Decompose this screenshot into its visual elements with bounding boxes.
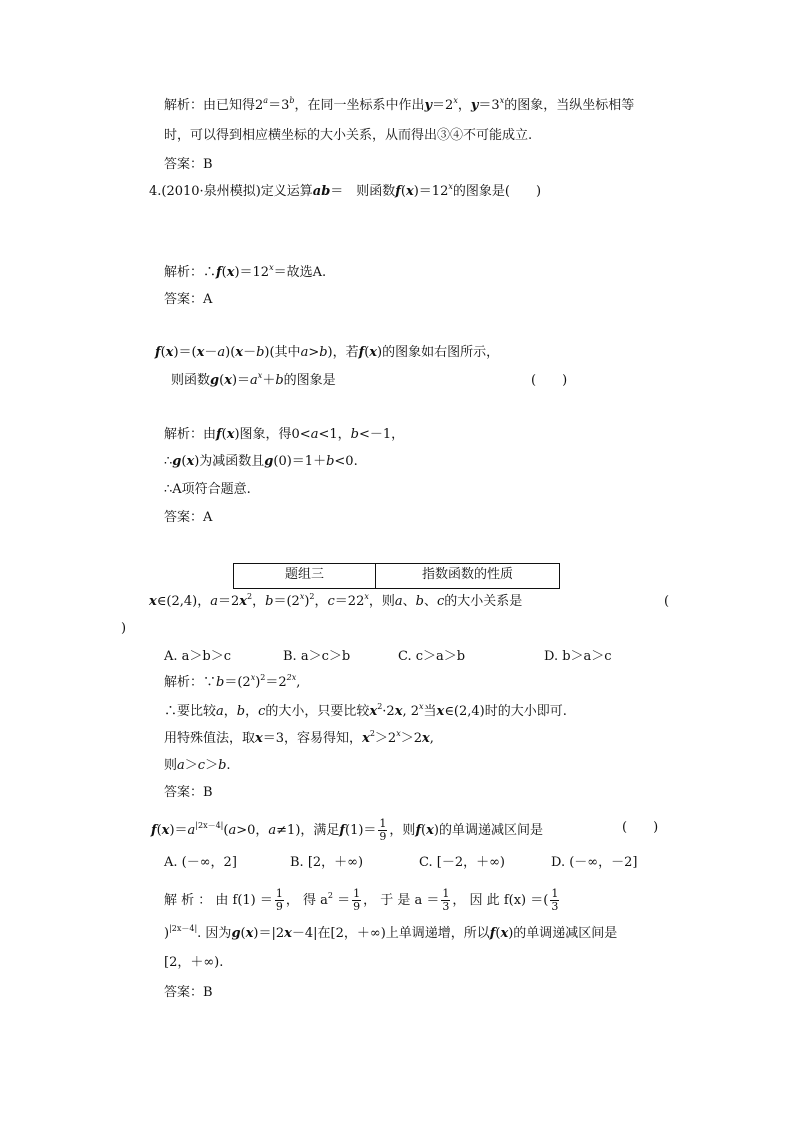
q7-stem: $f(x)=a^{|2x-4|}(a>0$，a≠1)，满足f(1)＝ $\frac{1}{9}$ ，则f(x)的单调递减区间是 (151, 817, 543, 843)
q6-stem: x∈(2,4)，$a=2x^2$，$b=(2^x)^2$，$c=22^x$，则a、b、c的大小关系是 (149, 592, 523, 609)
q7-solution-line3: [2，＋∞). (164, 955, 224, 970)
q6-option-a: A. a＞b＞c (164, 649, 232, 664)
q7-answer: 答案：B (164, 985, 213, 1000)
q7-option-a: A. (－∞，2] (164, 855, 237, 870)
q5-stem-line1: f(x)＝(x－a)(x－b)(其中a>b)，若f(x)的图象如右图所示， (155, 345, 500, 360)
block1-line2: 时，可以得到相应横坐标的大小关系，从而得出③④不可能成立. (164, 128, 533, 143)
q5-answer: 答案：A (164, 510, 213, 525)
q7-option-c: C. [－2，＋∞) (419, 855, 505, 870)
q7-fraction: $\frac{1}{9}$ (379, 817, 387, 843)
q4-stem: 4.(2010·泉州模拟)定义运算ab＝ 则函数$f(x)=12^x$的图象是( ) (149, 182, 542, 199)
block1-answer: 答案：B (164, 157, 213, 172)
q5-solution-line3: ∴A项符合题意. (164, 482, 251, 497)
q7-solution-line2: )$^{|2x-4|}$. 因为g(x)＝|2x－4|在[2，＋∞)上单调递增，所以f(x)的单调递减区间是 (164, 924, 618, 941)
q6-solution-line4: 则a＞c＞b. (164, 758, 231, 773)
q7-option-b: B. [2，＋∞) (290, 855, 364, 870)
section-header-table (233, 563, 560, 589)
q6-solution-line1: 解析：$\because b=(2^x)^2=2^{2x}$, (164, 673, 301, 690)
q6-solution-line3: 用特殊值法，取x＝3，容易得知，$x^2>2^x>2x$, (164, 729, 434, 746)
q6-option-b: B. a＞c＞b (283, 649, 351, 664)
q5-solution-line1: 解析：由f(x)图象，得0<a<1，b<－1， (164, 427, 405, 442)
section-group-label: 题组三 (234, 564, 376, 588)
q6-option-d: D. b＞a＞c (544, 649, 612, 664)
q4-solution: 解析：$\therefore f(x)=12^x=$故选A. (164, 263, 327, 280)
block1-line1: 解析：由已知得$2^a=3^b$，在同一坐标系中作出$y=2^x$，$y=3^x$的图象，当纵坐标相等 (164, 96, 635, 113)
q6-paren-close: ) (121, 621, 127, 636)
q7-solution-line1: 解 析 ： 由 f(1) ＝ $\frac{1}{9}$ ， 得 $a^2$ ＝ $\frac{1}{9}$ ， 于 是 a ＝ $\frac{1}{3}$ ， 因 此 f(x) ＝( $\frac{1}{3}$ (164, 887, 559, 913)
q5-solution-line2: ∴g(x)为减函数且g(0)＝1＋b<0. (164, 454, 358, 469)
section-topic-label: 指数函数的性质 (421, 567, 513, 582)
q6-solution-line2: ∴要比较a，b，c的大小，只要比较$x^2\cdot 2x$, 2$^x$当x∈(2,4)时的大小即可. (164, 702, 567, 719)
q5-stem-line2: 则函数$g(x)=a^x+b$的图象是 (171, 371, 336, 388)
q6-paren-open: ( (664, 594, 670, 609)
q7-option-d: D. (－∞，－2] (551, 855, 638, 870)
q5-answer-blank: ( ) (531, 373, 568, 388)
q4-answer: 答案：A (164, 292, 213, 307)
q6-answer: 答案：B (164, 785, 213, 800)
q7-answer-blank: ( ) (622, 820, 659, 835)
q6-option-c: C. c＞a＞b (398, 649, 466, 664)
